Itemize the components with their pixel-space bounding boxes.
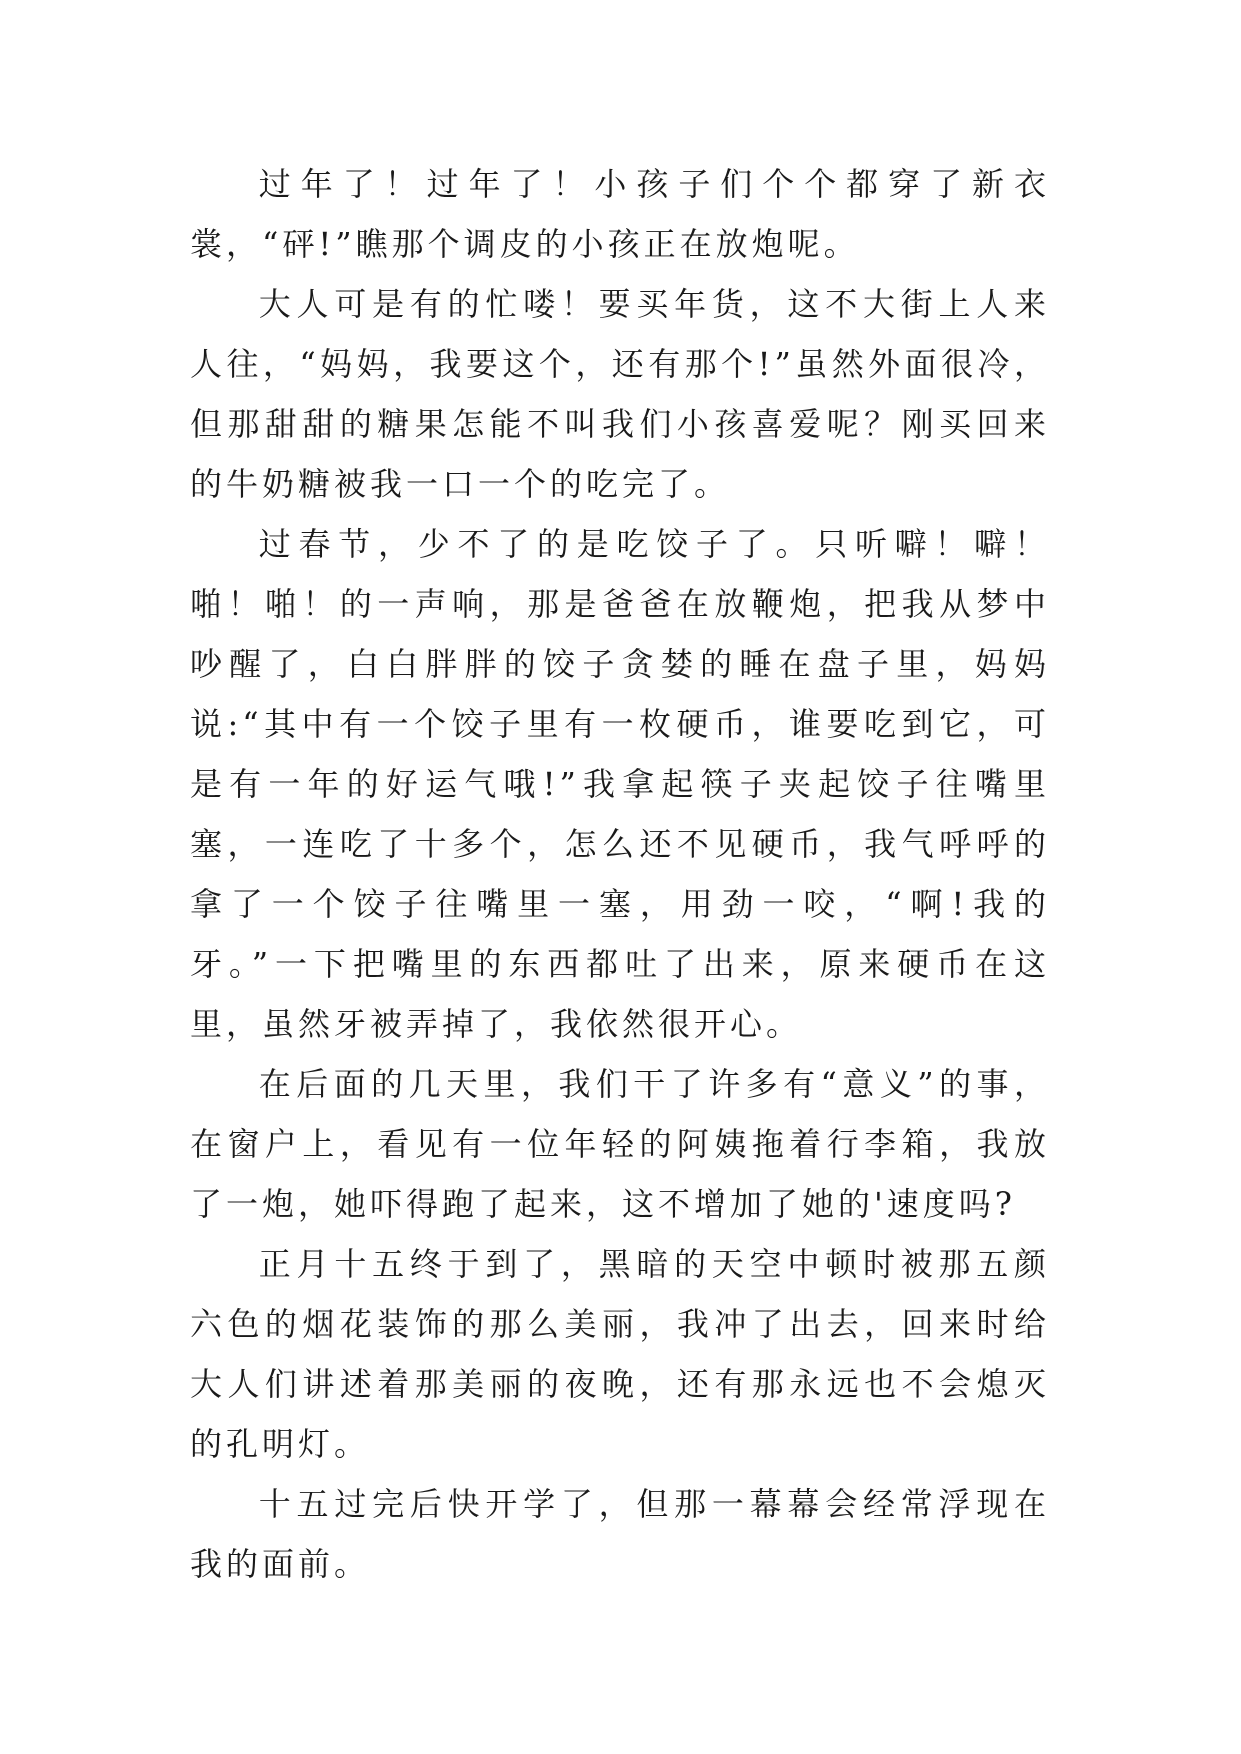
paragraph-4: 在后面的几天里，我们干了许多有“意义”的事，在窗户上，看见有一位年轻的阿姨拖着行李箱，我放了一炮，她吓得跑了起来，这不增加了她的'速度吗? — [190, 1065, 1050, 1223]
paragraph-6: 十五过完后快开学了，但那一幕幕会经常浮现在我的面前。 — [190, 1485, 1050, 1583]
paragraph-3: 过春节，少不了的是吃饺子了。只听噼！噼！啪！啪！的一声响，那是爸爸在放鞭炮，把我从梦中吵醒了，白白胖胖的饺子贪婪的睡在盘子里，妈妈说:“其中有一个饺子里有一枚硬币，谁要吃到它，可是有一年的好运气哦!”我拿起筷子夹起饺子往嘴里塞，一连吃了十多个，怎么还不见硬币，我气呼呼的拿了一个饺子往嘴里一塞，用劲一咬，“啊!我的牙。”一下把嘴里的东西都吐了出来，原来硬币在这里，虽然牙被弄掉了，我依然很开心。 — [190, 525, 1050, 1043]
paragraph-2: 大人可是有的忙喽！要买年货，这不大街上人来人往，“妈妈，我要这个，还有那个!”虽然外面很冷，但那甜甜的糖果怎能不叫我们小孩喜爱呢？刚买回来的牛奶糖被我一口一个的吃完了。 — [190, 285, 1050, 503]
paragraph-5: 正月十五终于到了，黑暗的天空中顿时被那五颜六色的烟花装饰的那么美丽，我冲了出去，回来时给大人们讲述着那美丽的夜晚，还有那永远也不会熄灭的孔明灯。 — [190, 1245, 1050, 1463]
essay-body — [190, 154, 1050, 1594]
paragraph-1: 过年了！过年了！小孩子们个个都穿了新衣裳，“砰!”瞧那个调皮的小孩正在放炮呢。 — [190, 165, 1050, 263]
